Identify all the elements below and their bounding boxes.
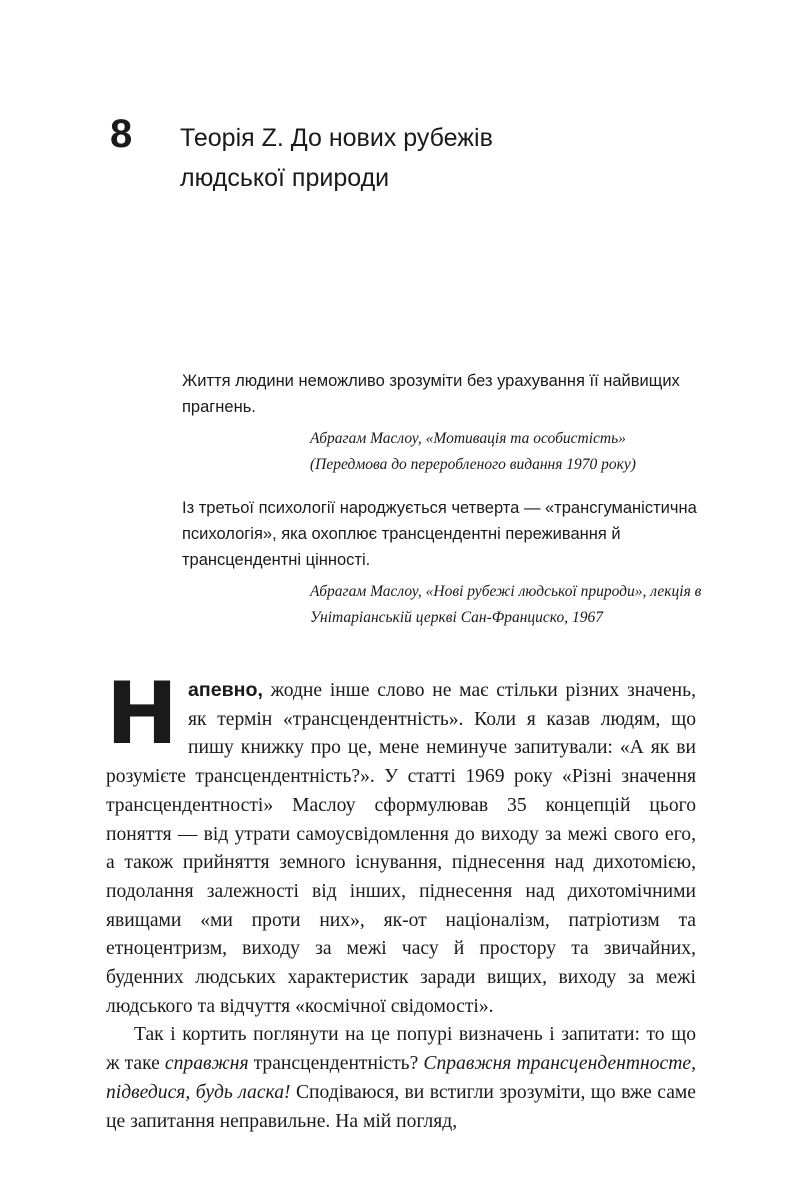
- paragraph-2-emphasis-2: Справжня трансцендентносте, підведися, будь ласка!: [106, 1053, 696, 1103]
- epigraph-text: Життя людини неможливо зрозуміти без урахування її найвищих прагнень.: [182, 372, 680, 416]
- paragraph-2-emphasis-1: справжня: [164, 1053, 249, 1075]
- paragraph-2-text-c: Сподіваюся, ви встигли зрозуміти, що вже саме це запитання неправильне. На мій погляд,: [106, 1081, 696, 1132]
- epigraph-2: [182, 495, 702, 631]
- drop-cap: Н: [106, 664, 178, 764]
- lead-word: апевно,: [187, 679, 263, 701]
- epigraph-citation: Абрагам Маслоу, «Нові рубежі людської природи», лекція в Унітаріанській церкві Сан-Франциско, 1967: [310, 583, 702, 626]
- epigraph-citation: Абрагам Маслоу, «Мотивація та особистість» (Передмова до переробленого видання 1970 року): [310, 430, 636, 473]
- paragraph-1: [106, 664, 696, 1021]
- paragraph-1-text: жодне інше слово не має стільки різних значень, як термін «трансцендентність». Коли я казав людям, що пишу книжку про це, мене неминуче запитували: «А як ви розумієте трансцендентність?». У статті 1969 року «Різні значення трансцендентності» Маслоу сформулював 35 концепцій цього поняття — від утрати самоусвідомлення до виходу за межі свого его, а також прийняття земного існування, піднесення над дихотомією, подолання залежності від інших, піднесення над дихотомічними явищами «ми проти них», як-от націоналізм, патріотизм та етноцентризм, виходу за межі часу й простору та звичайних, буденних людських характеристик заради вищих, виходу за межі людського та відчуття «космічної свідомості».: [106, 680, 696, 1017]
- paragraph-2-text-b: трансцендентність?: [248, 1053, 424, 1075]
- epigraph-1: [182, 368, 702, 478]
- paragraph-2-text-a: Так і кортить поглянути на це попурі визначень і запитати: то що ж таке: [106, 1024, 696, 1075]
- chapter-title-line-1: Теорія Z. До нових рубежів: [180, 124, 493, 152]
- body-text: [106, 664, 696, 1136]
- chapter-title-line-2: людської природи: [180, 164, 390, 192]
- chapter-number: 8: [110, 112, 133, 156]
- chapter-title: [180, 118, 660, 198]
- paragraph-2: [106, 1021, 696, 1136]
- epigraph-text: Із третьої психології народжується четверта — «трансгуманістична психологія», яка охоплює трансцендентні переживання й трансцендентні цінності.: [182, 499, 697, 569]
